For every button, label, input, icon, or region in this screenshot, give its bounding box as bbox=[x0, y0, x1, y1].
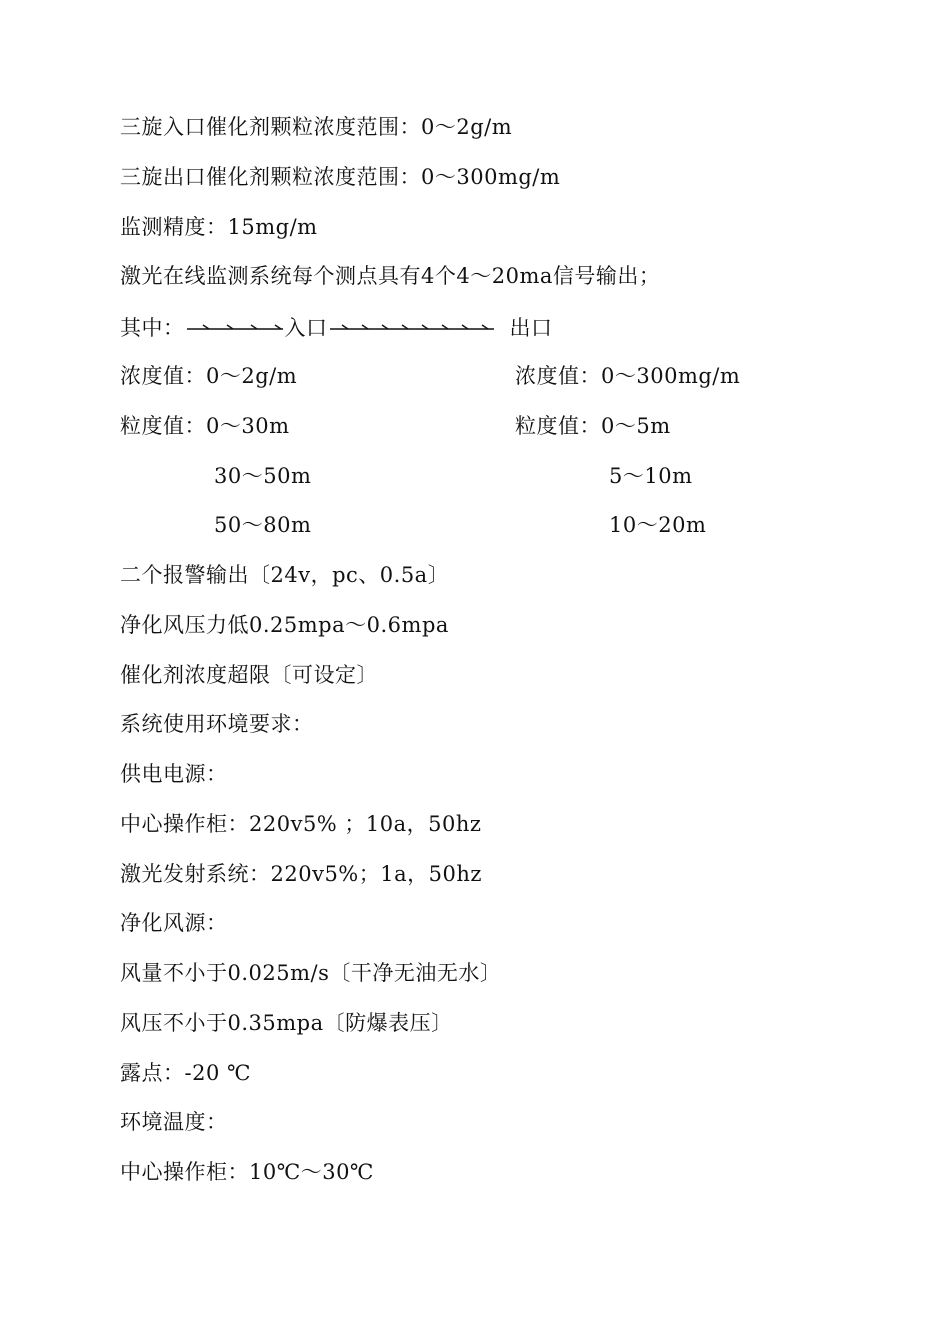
outlet-label: 出口 bbox=[509, 315, 553, 340]
text-line: 环境温度： bbox=[120, 1110, 228, 1134]
size-row bbox=[120, 411, 820, 441]
outlet-size-range: 10～20m bbox=[609, 513, 707, 537]
size-row bbox=[120, 461, 820, 491]
inlet-size: 粒度值：0～30m bbox=[120, 414, 290, 438]
arrow-chain-icon bbox=[328, 313, 496, 343]
arrow-chain-icon bbox=[185, 313, 285, 343]
text-line: 激光发射系统：220v5%；1a，50hz bbox=[120, 862, 482, 886]
inlet-concentration: 浓度值：0～2g/m bbox=[120, 364, 298, 388]
flow-line bbox=[120, 311, 553, 341]
text-line: 激光在线监测系统每个测点具有4个4～20ma信号输出； bbox=[120, 264, 661, 288]
text-line: 系统使用环境要求： bbox=[120, 712, 314, 736]
text-line: 供电电源： bbox=[120, 762, 228, 786]
text-line: 监测精度：15mg/m bbox=[120, 215, 318, 239]
flow-prefix: 其中： bbox=[120, 315, 185, 340]
outlet-concentration: 浓度值：0～300mg/m bbox=[515, 364, 741, 388]
text-line: 催化剂浓度超限〔可设定〕 bbox=[120, 663, 378, 687]
size-row bbox=[120, 510, 820, 540]
inlet-size-range: 50～80m bbox=[214, 513, 312, 537]
text-line: 净化风压力低0.25mpa～0.6mpa bbox=[120, 613, 449, 637]
text-line: 净化风源： bbox=[120, 911, 228, 935]
inlet-label: 入口 bbox=[284, 315, 328, 340]
concentration-row bbox=[120, 361, 820, 391]
inlet-size-range: 30～50m bbox=[214, 464, 312, 488]
text-line: 风量不小于0.025m/s〔干净无油无水〕 bbox=[120, 961, 502, 985]
text-line: 风压不小于0.35mpa〔防爆表压〕 bbox=[120, 1011, 453, 1035]
text-line: 三旋入口催化剂颗粒浓度范围：0～2g/m bbox=[120, 115, 513, 139]
text-line: 露点：-20 ℃ bbox=[120, 1061, 251, 1085]
outlet-size: 粒度值：0～5m bbox=[515, 414, 671, 438]
text-line: 三旋出口催化剂颗粒浓度范围：0～300mg/m bbox=[120, 165, 561, 189]
text-line: 中心操作柜：10℃～30℃ bbox=[120, 1160, 374, 1184]
outlet-size-range: 5～10m bbox=[609, 464, 693, 488]
text-line: 中心操作柜：220v5% ；10a，50hz bbox=[120, 812, 482, 836]
text-line: 二个报警输出〔24v，pc、0.5a〕 bbox=[120, 563, 450, 587]
